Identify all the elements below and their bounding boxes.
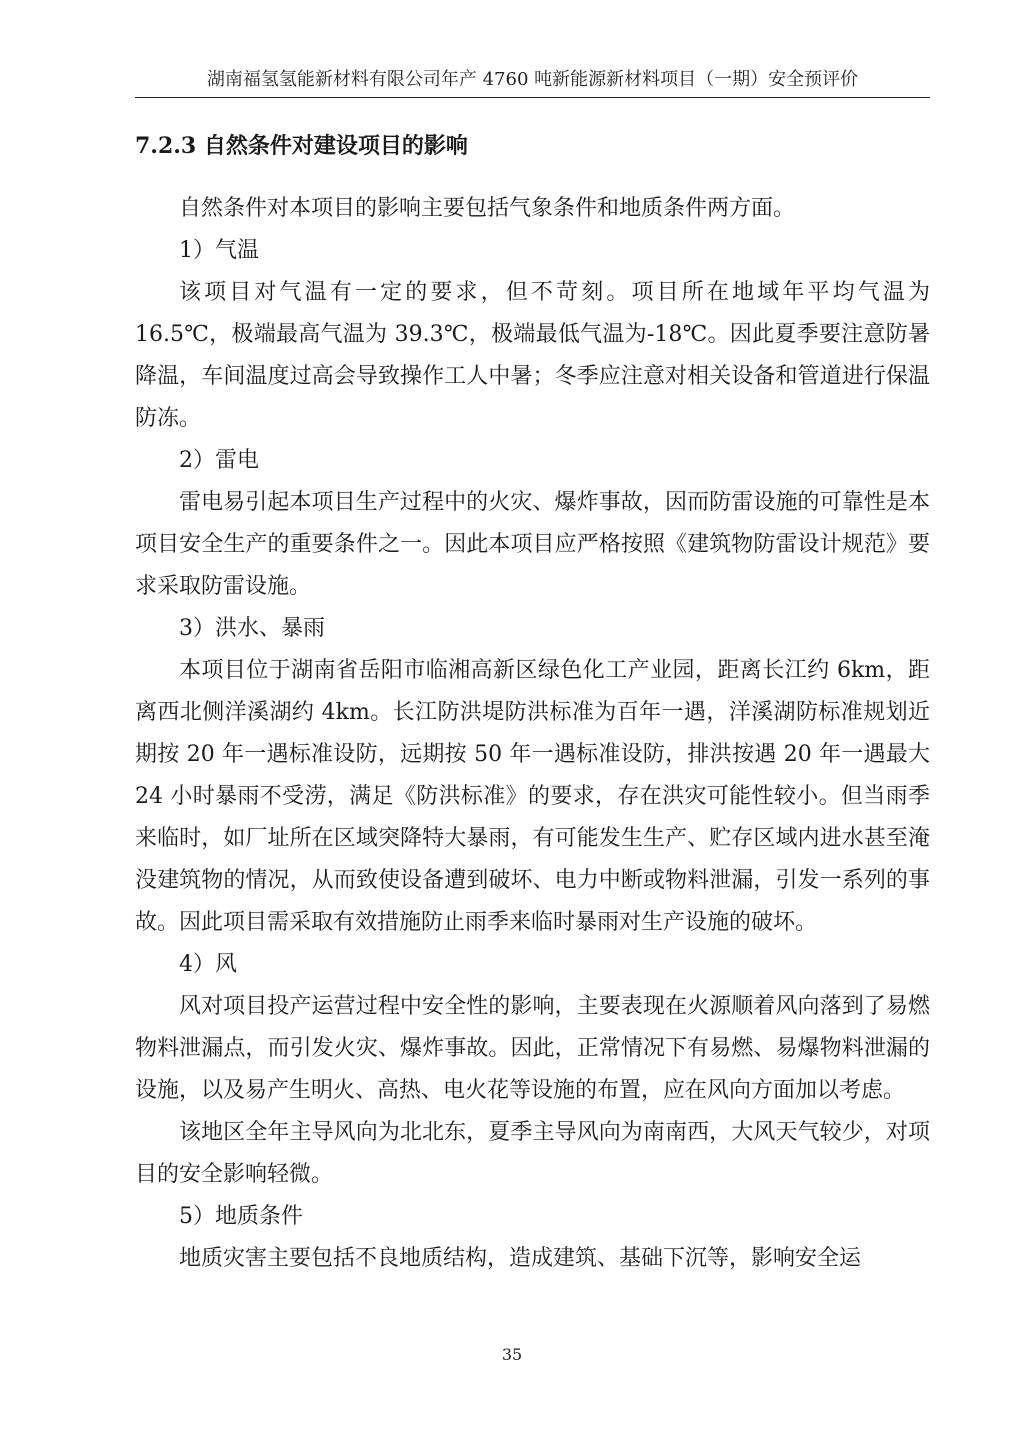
- lightning-paragraph: 雷电易引起本项目生产过程中的火灾、爆炸事故，因而防雷设施的可靠性是本项目安全生产的重要条件之一。因此本项目应严格按照《建筑物防雷设计规范》要求采取防雷设施。: [135, 490, 930, 599]
- wind-paragraph: 风对项目投产运营过程中安全性的影响，主要表现在火源顺着风向落到了易燃物料泄漏点，而引发火灾、爆炸事故。因此，正常情况下有易燃、易爆物料泄漏的设施，以及易产生明火、高热、电火花等设施的布置，应在风向方面加以考虑。: [135, 994, 930, 1103]
- flood-subheading: 3）洪水、暴雨: [179, 616, 325, 641]
- intro-paragraph: 自然条件对本项目的影响主要包括气象条件和地质条件两方面。: [179, 196, 796, 221]
- page-number: 35: [501, 1345, 523, 1364]
- section-heading: 7.2.3 自然条件对建设项目的影响: [135, 133, 468, 159]
- wind-direction-paragraph: 该地区全年主导风向为北北东，夏季主导风向为南南西，大风天气较少，对项目的安全影响轻微。: [135, 1120, 930, 1187]
- header-divider: [135, 97, 930, 98]
- lightning-subheading: 2）雷电: [179, 448, 259, 473]
- running-header: 湖南福氢氢能新材料有限公司年产 4760 吨新能源新材料项目（一期）安全预评价: [206, 69, 859, 90]
- temperature-paragraph: 该项目对气温有一定的要求，但不苛刻。项目所在地域年平均气温为16.5℃，极端最高气温为 39.3℃，极端最低气温为-18℃。因此夏季要注意防暑降温，车间温度过高会导致操作工人中暑；冬季应注意对相关设备和管道进行保温防冻。: [135, 280, 930, 431]
- geology-subheading: 5）地质条件: [179, 1204, 303, 1229]
- temperature-subheading: 1）气温: [179, 238, 259, 263]
- flood-paragraph: 本项目位于湖南省岳阳市临湘高新区绿色化工产业园，距离长江约 6km，距离西北侧洋溪湖约 4km。长江防洪堤防洪标准为百年一遇，洋溪湖防标准规划近期按 20 年一遇标准设防，远期按 50 年一遇标准设防，排洪按遇 20 年一遇最大 24 小时暴雨不受涝，满足《防洪标准》的要求，存在洪灾可能性较小。但当雨季来临时，如厂址所在区域突降特大暴雨，有可能发生生产、贮存区域内进水甚至淹没建筑物的情况，从而致使设备遭到破坏、电力中断或物料泄漏，引发一系列的事故。因此项目需采取有效措施防止雨季来临时暴雨对生产设施的破坏。: [135, 658, 930, 935]
- document-body: [135, 188, 930, 1280]
- geology-paragraph: 地质灾害主要包括不良地质结构，造成建筑、基础下沉等，影响安全运: [179, 1246, 862, 1271]
- wind-subheading: 4）风: [179, 952, 237, 977]
